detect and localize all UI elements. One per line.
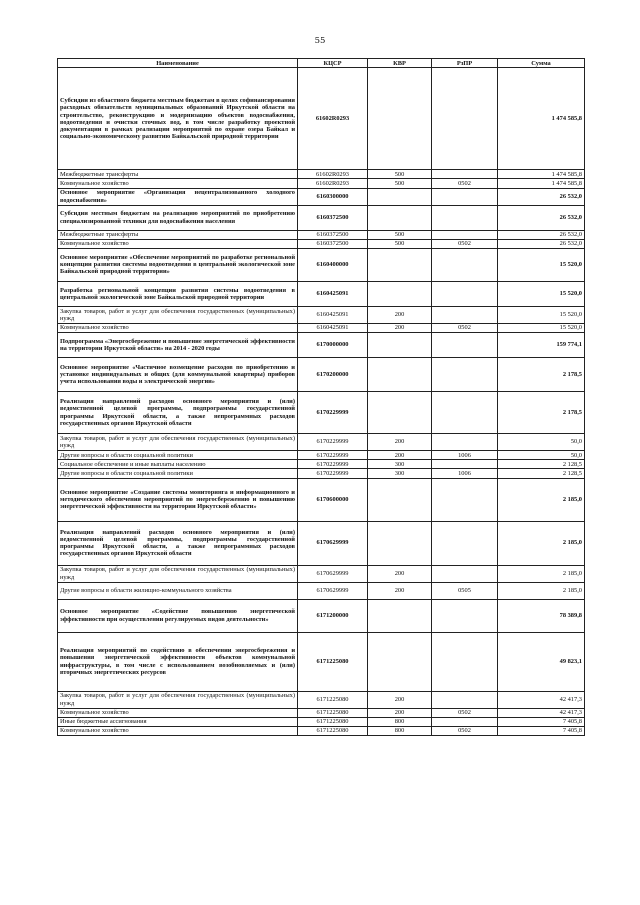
table-row bbox=[58, 68, 585, 170]
row-rzpr: 0505 bbox=[432, 582, 498, 599]
header-kcsr: КЦСР bbox=[298, 59, 368, 68]
row-kcsr: 6170200000 bbox=[298, 358, 368, 392]
table-row bbox=[58, 392, 585, 434]
row-kcsr: 6160425091 bbox=[298, 306, 368, 323]
row-name: Другие вопросы в области социальной политики bbox=[58, 469, 298, 478]
row-name: Другие вопросы в области социальной политики bbox=[58, 451, 298, 460]
table-row bbox=[58, 333, 585, 358]
header-sum: Сумма bbox=[498, 59, 585, 68]
row-kvr: 800 bbox=[368, 726, 432, 735]
row-kcsr: 6170229999 bbox=[298, 434, 368, 451]
row-sum: 159 774,1 bbox=[498, 333, 585, 358]
row-rzpr bbox=[432, 392, 498, 434]
row-kcsr: 6171225080 bbox=[298, 632, 368, 691]
row-kvr: 500 bbox=[368, 170, 432, 179]
row-kcsr: 6170229999 bbox=[298, 460, 368, 469]
row-kcsr: 6160400000 bbox=[298, 248, 368, 281]
row-kvr bbox=[368, 632, 432, 691]
row-kvr bbox=[368, 68, 432, 170]
row-sum: 26 532,0 bbox=[498, 239, 585, 248]
row-rzpr bbox=[432, 521, 498, 565]
row-sum: 2 185,0 bbox=[498, 582, 585, 599]
row-sum: 2 185,0 bbox=[498, 565, 585, 582]
row-kcsr: 6160372500 bbox=[298, 205, 368, 230]
row-kcsr: 6170629999 bbox=[298, 521, 368, 565]
row-rzpr bbox=[432, 333, 498, 358]
row-name: Коммунальное хозяйство bbox=[58, 179, 298, 188]
row-rzpr: 0502 bbox=[432, 323, 498, 332]
table-row bbox=[58, 599, 585, 632]
row-sum: 78 389,8 bbox=[498, 599, 585, 632]
row-kcsr: 6160425091 bbox=[298, 281, 368, 306]
row-kvr: 200 bbox=[368, 306, 432, 323]
row-kvr: 800 bbox=[368, 717, 432, 726]
table-row bbox=[58, 469, 585, 478]
row-kvr: 200 bbox=[368, 565, 432, 582]
row-kvr: 200 bbox=[368, 451, 432, 460]
row-rzpr bbox=[432, 248, 498, 281]
budget-table bbox=[57, 58, 585, 736]
row-sum: 42 417,3 bbox=[498, 708, 585, 717]
row-sum: 2 185,0 bbox=[498, 478, 585, 521]
row-sum: 1 474 585,8 bbox=[498, 179, 585, 188]
row-name: Межбюджетные трансферты bbox=[58, 170, 298, 179]
row-name: Реализация направлений расходов основного мероприятия и (или) ведомственной целевой программы, подпрограммы государственной программы Иркутской области, а также непрограммных расходов государственных органов Иркутской области bbox=[58, 392, 298, 434]
row-kcsr: 61602R0293 bbox=[298, 170, 368, 179]
row-rzpr bbox=[432, 230, 498, 239]
row-name: Межбюджетные трансферты bbox=[58, 230, 298, 239]
row-sum: 7 405,8 bbox=[498, 726, 585, 735]
table-row bbox=[58, 708, 585, 717]
row-name: Основное мероприятие «Создание системы мониторинга и информационного и методического обеспечения мероприятий по энергосбережению и повышению энергетической эффективности на территории Иркутской области» bbox=[58, 478, 298, 521]
row-name: Социальное обеспечение и иные выплаты населению bbox=[58, 460, 298, 469]
table-row bbox=[58, 358, 585, 392]
table-row bbox=[58, 726, 585, 735]
table-row bbox=[58, 565, 585, 582]
table-row bbox=[58, 451, 585, 460]
row-kvr: 500 bbox=[368, 239, 432, 248]
row-name: Основное мероприятие «Обеспечение мероприятий по разработке региональной концепции развития системы водоотведения в центральной экологической зоне Байкальской природной территории» bbox=[58, 248, 298, 281]
header-rzpr: РзПР bbox=[432, 59, 498, 68]
row-rzpr bbox=[432, 691, 498, 708]
row-kcsr: 6170000000 bbox=[298, 333, 368, 358]
row-kcsr: 6160425091 bbox=[298, 323, 368, 332]
row-rzpr bbox=[432, 599, 498, 632]
row-rzpr bbox=[432, 205, 498, 230]
row-sum: 49 823,1 bbox=[498, 632, 585, 691]
row-sum: 50,0 bbox=[498, 451, 585, 460]
table-row bbox=[58, 717, 585, 726]
row-name: Разработка региональной концепции развития системы водоотведения в центральной экологической зоне Байкальской природной территории bbox=[58, 281, 298, 306]
row-kcsr: 6171225080 bbox=[298, 691, 368, 708]
row-kvr bbox=[368, 392, 432, 434]
row-rzpr bbox=[432, 188, 498, 205]
row-rzpr bbox=[432, 306, 498, 323]
row-rzpr bbox=[432, 460, 498, 469]
row-rzpr: 0502 bbox=[432, 726, 498, 735]
row-rzpr: 0502 bbox=[432, 179, 498, 188]
table-row bbox=[58, 281, 585, 306]
row-rzpr: 1006 bbox=[432, 469, 498, 478]
row-name: Коммунальное хозяйство bbox=[58, 726, 298, 735]
row-name: Закупка товаров, работ и услуг для обеспечения государственных (муниципальных) нужд bbox=[58, 306, 298, 323]
row-kvr bbox=[368, 188, 432, 205]
table-row bbox=[58, 434, 585, 451]
table-body bbox=[58, 68, 585, 736]
row-name: Коммунальное хозяйство bbox=[58, 239, 298, 248]
row-kvr: 200 bbox=[368, 708, 432, 717]
row-rzpr bbox=[432, 281, 498, 306]
row-rzpr bbox=[432, 565, 498, 582]
row-sum: 2 178,5 bbox=[498, 358, 585, 392]
row-sum: 50,0 bbox=[498, 434, 585, 451]
row-kvr bbox=[368, 205, 432, 230]
row-kvr: 300 bbox=[368, 469, 432, 478]
row-sum: 1 474 585,8 bbox=[498, 68, 585, 170]
row-rzpr bbox=[432, 358, 498, 392]
row-rzpr: 0502 bbox=[432, 708, 498, 717]
row-name: Другие вопросы в области жилищно-коммунального хозяйства bbox=[58, 582, 298, 599]
table-row bbox=[58, 582, 585, 599]
row-kvr bbox=[368, 521, 432, 565]
row-sum: 2 128,5 bbox=[498, 469, 585, 478]
row-rzpr bbox=[432, 632, 498, 691]
row-name: Субсидии местным бюджетам на реализацию мероприятий по приобретению специализированной техники для водоснабжения населения bbox=[58, 205, 298, 230]
row-kvr bbox=[368, 248, 432, 281]
row-name: Основное мероприятие «Частичное возмещение расходов по приобретению и установке индивидуальных и общих (для коммунальной квартиры) приборов учета использования воды и электрической энергии» bbox=[58, 358, 298, 392]
table-row bbox=[58, 205, 585, 230]
table-row bbox=[58, 478, 585, 521]
row-kvr bbox=[368, 333, 432, 358]
row-rzpr bbox=[432, 434, 498, 451]
row-kvr: 200 bbox=[368, 434, 432, 451]
row-kcsr: 6160300000 bbox=[298, 188, 368, 205]
row-rzpr bbox=[432, 717, 498, 726]
row-kvr: 200 bbox=[368, 691, 432, 708]
row-rzpr: 1006 bbox=[432, 451, 498, 460]
row-kcsr: 6170229999 bbox=[298, 469, 368, 478]
row-kvr: 200 bbox=[368, 323, 432, 332]
header-name: Наименование bbox=[58, 59, 298, 68]
table-row bbox=[58, 460, 585, 469]
row-kvr bbox=[368, 599, 432, 632]
row-sum: 2 178,5 bbox=[498, 392, 585, 434]
row-sum: 42 417,3 bbox=[498, 691, 585, 708]
row-kcsr: 6171200000 bbox=[298, 599, 368, 632]
row-sum: 26 532,0 bbox=[498, 205, 585, 230]
row-rzpr bbox=[432, 68, 498, 170]
row-sum: 1 474 585,8 bbox=[498, 170, 585, 179]
row-kvr: 500 bbox=[368, 179, 432, 188]
row-name: Основное мероприятие «Организация нецентрализованного холодного водоснабжения» bbox=[58, 188, 298, 205]
row-kcsr: 6170229999 bbox=[298, 392, 368, 434]
table-row bbox=[58, 306, 585, 323]
table-row bbox=[58, 248, 585, 281]
row-name: Закупка товаров, работ и услуг для обеспечения государственных (муниципальных) нужд bbox=[58, 434, 298, 451]
row-kvr bbox=[368, 281, 432, 306]
row-name: Закупка товаров, работ и услуг для обеспечения государственных (муниципальных) нужд bbox=[58, 691, 298, 708]
row-kvr: 300 bbox=[368, 460, 432, 469]
row-kvr: 500 bbox=[368, 230, 432, 239]
row-kcsr: 6170629999 bbox=[298, 582, 368, 599]
row-kcsr: 6160372500 bbox=[298, 239, 368, 248]
row-kcsr: 6170629999 bbox=[298, 565, 368, 582]
row-kvr bbox=[368, 478, 432, 521]
row-kcsr: 6170600000 bbox=[298, 478, 368, 521]
row-sum: 2 128,5 bbox=[498, 460, 585, 469]
table-row bbox=[58, 170, 585, 179]
row-kcsr: 61602R0293 bbox=[298, 179, 368, 188]
table-row bbox=[58, 323, 585, 332]
row-rzpr bbox=[432, 478, 498, 521]
row-name: Коммунальное хозяйство bbox=[58, 323, 298, 332]
row-kcsr: 6170229999 bbox=[298, 451, 368, 460]
header-kvr: КВР bbox=[368, 59, 432, 68]
row-name: Реализация мероприятий по содействию в обеспечении энергосбережения и повышения энергетической эффективности объектов коммунальной инфраструктуры, в том числе с использованием возобновляемых и (или) вторичных энергетических ресурсов bbox=[58, 632, 298, 691]
row-name: Иные бюджетные ассигнования bbox=[58, 717, 298, 726]
row-name: Коммунальное хозяйство bbox=[58, 708, 298, 717]
row-sum: 15 520,0 bbox=[498, 248, 585, 281]
row-name: Субсидии из областного бюджета местным бюджетам в целях софинансирования расходных обязательств муниципальных образований Иркутской области на строительство, реконструкцию и модернизацию объектов водоснабжения, водоотведения и очистки сточных вод, в том числе разработку проектной документации в рамках реализации мероприятий по охране озера Байкал и социально-экономическому развитию Байкальской природной территории bbox=[58, 68, 298, 170]
row-kvr bbox=[368, 358, 432, 392]
table-row bbox=[58, 632, 585, 691]
table-header-row bbox=[58, 59, 585, 68]
row-sum: 26 532,0 bbox=[498, 188, 585, 205]
row-sum: 15 520,0 bbox=[498, 323, 585, 332]
row-kcsr: 6171225080 bbox=[298, 708, 368, 717]
row-name: Основное мероприятие «Содействие повышению энергетической эффективности при осуществлении регулируемых видов деятельности» bbox=[58, 599, 298, 632]
table-row bbox=[58, 239, 585, 248]
table-row bbox=[58, 521, 585, 565]
row-name: Закупка товаров, работ и услуг для обеспечения государственных (муниципальных) нужд bbox=[58, 565, 298, 582]
row-name: Реализация направлений расходов основного мероприятия и (или) ведомственной целевой программы, подпрограммы государственной программы Иркутской области, а также непрограммных расходов государственных органов Иркутской области bbox=[58, 521, 298, 565]
row-kcsr: 6171225080 bbox=[298, 726, 368, 735]
table-row bbox=[58, 179, 585, 188]
row-rzpr: 0502 bbox=[432, 239, 498, 248]
row-sum: 2 185,0 bbox=[498, 521, 585, 565]
row-sum: 26 532,0 bbox=[498, 230, 585, 239]
row-kcsr: 6160372500 bbox=[298, 230, 368, 239]
row-kcsr: 61602R0293 bbox=[298, 68, 368, 170]
table-row bbox=[58, 188, 585, 205]
row-kvr: 200 bbox=[368, 582, 432, 599]
row-sum: 7 405,8 bbox=[498, 717, 585, 726]
row-rzpr bbox=[432, 170, 498, 179]
row-kcsr: 6171225080 bbox=[298, 717, 368, 726]
table-row bbox=[58, 230, 585, 239]
row-name: Подпрограмма «Энергосбережение и повышение энергетической эффективности на территории Иркутской области» на 2014 - 2020 годы bbox=[58, 333, 298, 358]
row-sum: 15 520,0 bbox=[498, 306, 585, 323]
row-sum: 15 520,0 bbox=[498, 281, 585, 306]
table-row bbox=[58, 691, 585, 708]
page-number: 55 bbox=[314, 36, 326, 46]
